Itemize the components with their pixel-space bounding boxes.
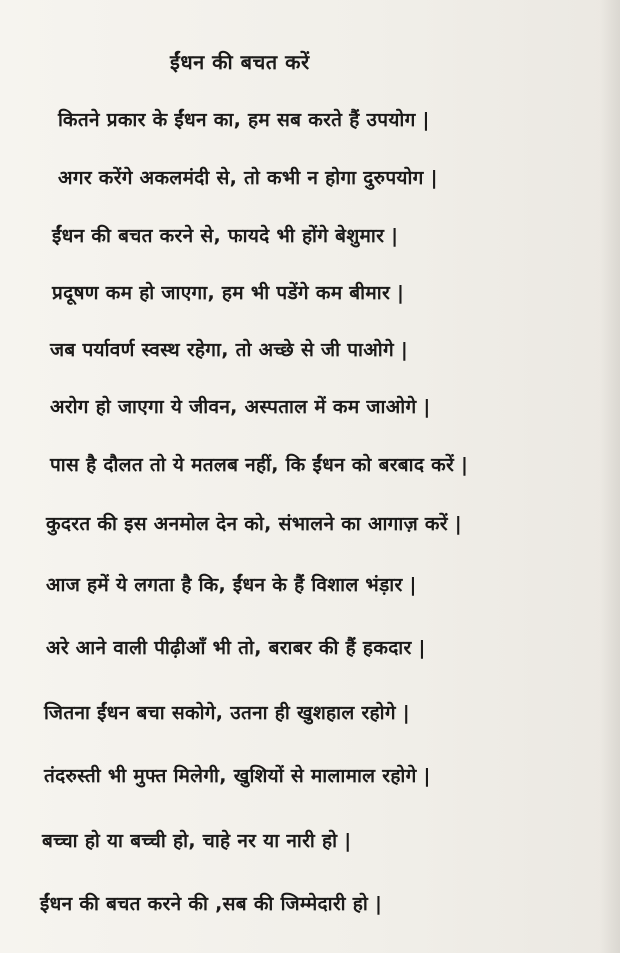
poem-line: कितने प्रकार के ईंधन का, हम सब करते हैं उपयोग | — [58, 109, 430, 131]
poem-title: ईंधन की बचत करें — [170, 50, 310, 74]
poem-line: अरोग हो जाएगा ये जीवन, अस्पताल में कम जाओगे | — [50, 396, 431, 418]
poem-line: ईंधन की बचत करने की ,सब की जिम्मेदारी हो | — [40, 893, 383, 915]
poem-line: आज हमें ये लगता है कि, ईंधन के हैं विशाल भंड़ार | — [46, 574, 417, 596]
page-edge-shadow — [600, 0, 620, 953]
poem-line: प्रदूषण कम हो जाएगा, हम भी पडेंगे कम बीमार | — [52, 282, 405, 304]
poem-line: बच्चा हो या बच्ची हो, चाहे नर या नारी हो | — [42, 830, 352, 852]
poem-line: अगर करेंगे अकलमंदी से, तो कभी न होगा दुरुपयोग | — [58, 167, 438, 189]
poem-line: पास है दौलत तो ये मतलब नहीं, कि ईंधन को बरबाद करें | — [50, 454, 469, 476]
poem-line: अरे आने वाली पीढ़ीआँ भी तो, बराबर की हैं हकदार | — [46, 637, 426, 659]
poem-line: कुदरत की इस अनमोल देन को, संभालने का आगाज़ करें | — [46, 513, 463, 535]
poem-line: जितना ईंधन बचा सकोगे, उतना ही खुशहाल रहोगे | — [44, 702, 410, 724]
poem-line: जब पर्यावर्ण स्वस्थ रहेगा, तो अच्छे से जी पाओगे | — [50, 339, 409, 361]
poem-line: तंदरुस्ती भी मुफ्त मिलेगी, खुशियों से मालामाल रहोगे | — [44, 765, 431, 787]
poem-line: ईंधन की बचत करने से, फायदे भी होंगे बेशुमार | — [52, 225, 399, 247]
